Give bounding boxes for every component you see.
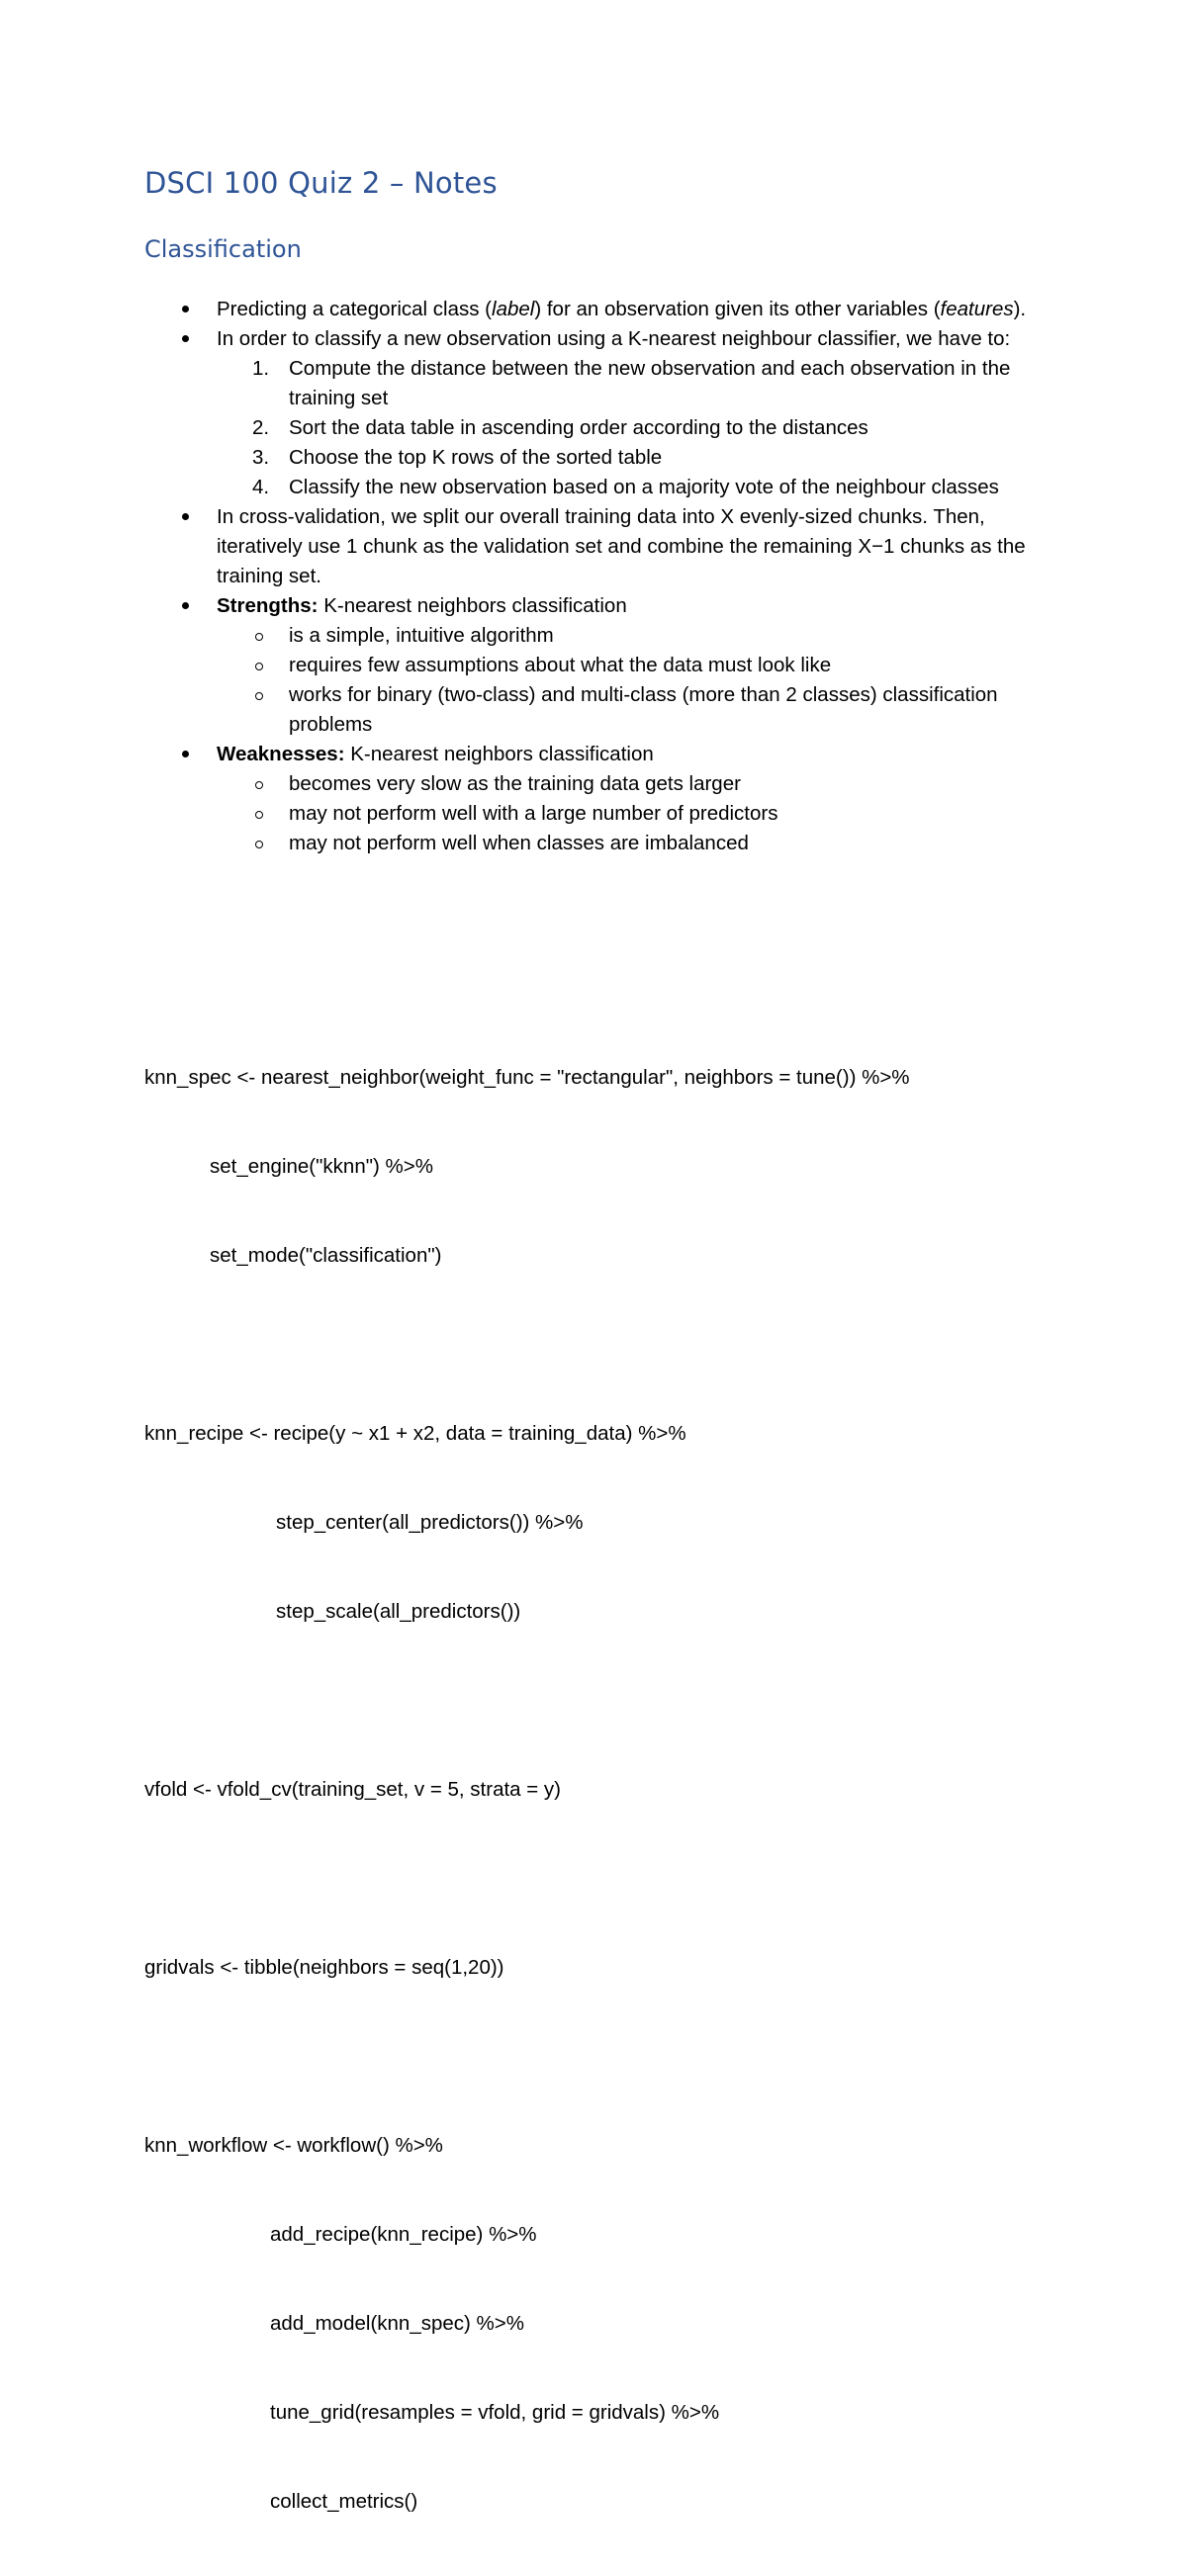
step-item bbox=[217, 354, 1064, 413]
steps-list bbox=[217, 354, 1064, 502]
code-line-workflow-metrics: collect_metrics() bbox=[270, 2490, 418, 2513]
code-blank-line bbox=[144, 1330, 910, 1360]
notes-body bbox=[144, 295, 1064, 858]
bullet-dot-icon bbox=[182, 335, 189, 342]
step-number: 4. bbox=[252, 476, 270, 498]
sub-item-text: becomes very slow as the training data gets larger bbox=[289, 772, 741, 795]
bullet-text: In cross-validation, we split our overall training data into X evenly-sized chunks. Then, iteratively use 1 chunk as the validation set and combine the remaining X−1 chunks as the training set. bbox=[217, 505, 1026, 587]
bullet-item-cross-validation bbox=[144, 502, 1064, 591]
sub-item bbox=[217, 799, 1064, 829]
bullet-item-weaknesses bbox=[144, 740, 1064, 858]
code-line-spec: knn_spec <- nearest_neighbor(weight_func = "rectangular", neighbors = tune()) %>% bbox=[144, 1066, 910, 1089]
sub-item-text: may not perform well when classes are imbalanced bbox=[289, 832, 749, 854]
circle-bullet-icon bbox=[255, 841, 263, 848]
code-line-workflow-tune: tune_grid(resamples = vfold, grid = gridvals) %>% bbox=[270, 2401, 720, 2424]
code-blank-line bbox=[144, 1864, 910, 1894]
code-line-workflow-model: add_model(knn_spec) %>% bbox=[270, 2312, 524, 2335]
step-item bbox=[217, 473, 1064, 502]
bullet-text-suffix: ). bbox=[1013, 298, 1027, 320]
step-item bbox=[217, 443, 1064, 473]
document-title: DSCI 100 Quiz 2 – Notes bbox=[144, 166, 498, 200]
section-heading-classification: Classification bbox=[144, 235, 302, 263]
sub-item bbox=[217, 680, 1064, 740]
step-number: 2. bbox=[252, 416, 270, 439]
code-line-workflow-recipe: add_recipe(knn_recipe) %>% bbox=[270, 2223, 537, 2246]
strengths-label: Strengths: bbox=[217, 594, 319, 617]
bullet-text-prefix: Predicting a categorical class ( bbox=[217, 298, 493, 320]
bullet-text: In order to classify a new observation using a K-nearest neighbour classifier, we have to: bbox=[217, 327, 1011, 350]
bullet-dot-icon bbox=[182, 602, 189, 609]
sub-item-text: is a simple, intuitive algorithm bbox=[289, 624, 554, 647]
weaknesses-list bbox=[217, 769, 1064, 858]
sub-item-text: may not perform well with a large number of predictors bbox=[289, 802, 778, 825]
bullet-dot-icon bbox=[182, 306, 189, 312]
code-line-recipe-scale: step_scale(all_predictors()) bbox=[276, 1600, 521, 1623]
weaknesses-label: Weaknesses: bbox=[217, 743, 345, 765]
step-text: Sort the data table in ascending order according to the distances bbox=[289, 416, 868, 439]
sub-item bbox=[217, 621, 1064, 651]
circle-bullet-icon bbox=[255, 811, 263, 819]
code-block bbox=[144, 1004, 910, 2576]
bullet-text: K-nearest neighbors classification bbox=[318, 594, 627, 617]
strengths-list bbox=[217, 621, 1064, 740]
bullet-dot-icon bbox=[182, 513, 189, 520]
sub-item bbox=[217, 769, 1064, 799]
circle-bullet-icon bbox=[255, 692, 263, 700]
code-line-recipe-center: step_center(all_predictors()) %>% bbox=[276, 1511, 584, 1534]
code-blank-line bbox=[144, 2042, 910, 2072]
code-line-recipe: knn_recipe <- recipe(y ~ x1 + x2, data = training_data) %>% bbox=[144, 1422, 686, 1445]
bullet-item-definition bbox=[144, 295, 1064, 324]
step-item bbox=[217, 413, 1064, 443]
step-text: Choose the top K rows of the sorted table bbox=[289, 446, 663, 469]
bullet-list bbox=[144, 295, 1064, 858]
label-term: label bbox=[492, 298, 535, 320]
code-line-spec-engine: set_engine("kknn") %>% bbox=[210, 1155, 433, 1178]
step-number: 1. bbox=[252, 357, 270, 380]
circle-bullet-icon bbox=[255, 781, 263, 789]
sub-item bbox=[217, 651, 1064, 680]
sub-item-text: requires few assumptions about what the data must look like bbox=[289, 654, 832, 676]
sub-item bbox=[217, 829, 1064, 858]
bullet-item-strengths bbox=[144, 591, 1064, 740]
code-line-spec-mode: set_mode("classification") bbox=[210, 1244, 442, 1267]
step-text: Classify the new observation based on a majority vote of the neighbour classes bbox=[289, 476, 999, 498]
bullet-item-knn-steps bbox=[144, 324, 1064, 502]
sub-item-text: works for binary (two-class) and multi-class (more than 2 classes) classification problems bbox=[289, 683, 998, 736]
step-number: 3. bbox=[252, 446, 270, 469]
bullet-text-mid: ) for an observation given its other variables ( bbox=[534, 298, 941, 320]
bullet-dot-icon bbox=[182, 751, 189, 757]
code-blank-line bbox=[144, 1686, 910, 1716]
code-line-vfold: vfold <- vfold_cv(training_set, v = 5, strata = y) bbox=[144, 1778, 562, 1801]
circle-bullet-icon bbox=[255, 663, 263, 670]
features-term: features bbox=[940, 298, 1014, 320]
code-line-gridvals: gridvals <- tibble(neighbors = seq(1,20)) bbox=[144, 1956, 504, 1979]
code-line-workflow: knn_workflow <- workflow() %>% bbox=[144, 2134, 443, 2157]
circle-bullet-icon bbox=[255, 633, 263, 641]
bullet-text: K-nearest neighbors classification bbox=[344, 743, 654, 765]
step-text: Compute the distance between the new observation and each observation in the training set bbox=[289, 357, 1011, 409]
